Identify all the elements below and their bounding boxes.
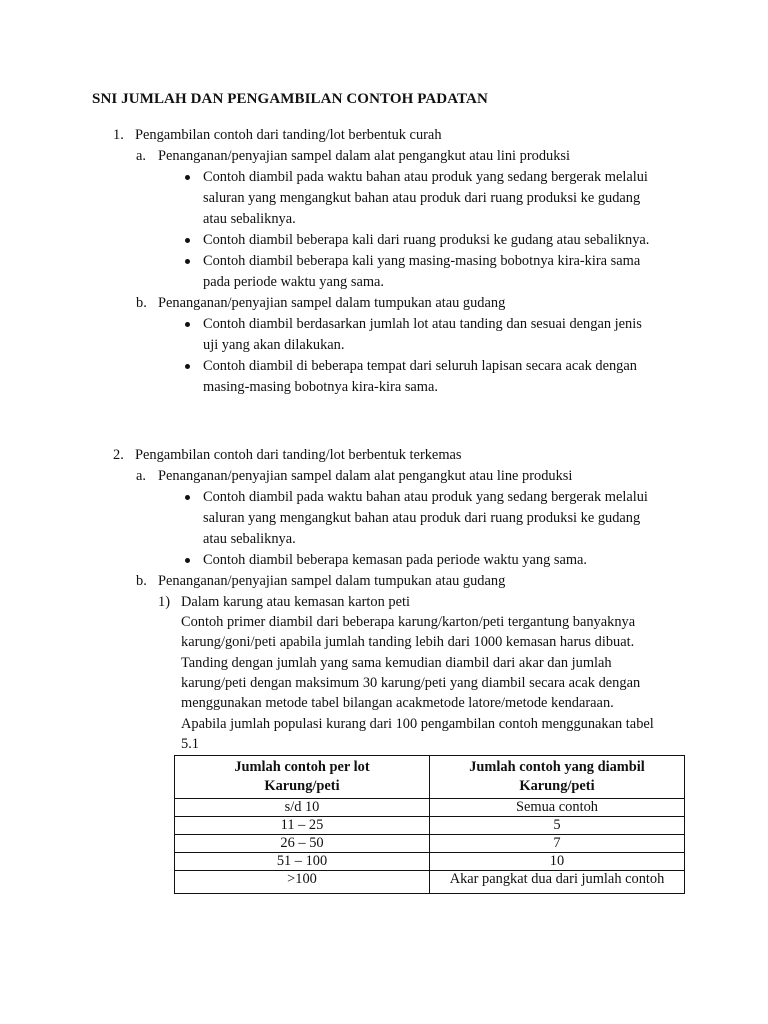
subsection-letter: b. (136, 573, 147, 589)
subsection-letter: b. (136, 295, 147, 311)
numbered-item-heading (158, 592, 410, 613)
table-row (175, 799, 685, 817)
document-title: SNI JUMLAH DAN PENGAMBILAN CONTOH PADATAN (92, 91, 488, 107)
bullet-text-line: pada periode waktu yang sama. (203, 274, 385, 290)
bullet-text-line: atau sebaliknya. (203, 531, 296, 547)
paragraph-line: Tanding dengan jumlah yang sama kemudian diambil dari akar dan jumlah (181, 655, 612, 671)
table-cell: 11 – 25 (175, 817, 430, 835)
table-row (175, 853, 685, 871)
item-title: Dalam karung atau kemasan karton peti (181, 594, 410, 610)
subsection-2b-heading (136, 571, 506, 592)
header-line: Jumlah contoh yang diambil (469, 759, 645, 775)
bullet-icon (185, 558, 190, 563)
table-cell: 5 (430, 817, 685, 835)
bullet-text-line: uji yang akan dilakukan. (203, 337, 345, 353)
subsection-2a-heading (136, 466, 573, 487)
section-1-heading (113, 125, 442, 146)
section-title: Pengambilan contoh dari tanding/lot berbentuk terkemas (135, 447, 462, 463)
bullet-text-line: masing-masing bobotnya kira-kira sama. (203, 379, 438, 395)
section-title: Pengambilan contoh dari tanding/lot berbentuk curah (135, 127, 442, 143)
header-line: Karung/peti (519, 778, 595, 794)
bullet-icon (185, 322, 190, 327)
bullet-icon (185, 364, 190, 369)
subsection-title: Penanganan/penyajian sampel dalam tumpukan atau gudang (158, 295, 506, 311)
table-row (175, 871, 685, 894)
table-cell: 51 – 100 (175, 853, 430, 871)
bullet-text-line: saluran yang mengangkut bahan atau produk dari ruang produksi ke gudang (203, 190, 641, 206)
bullet-text-line: Contoh diambil beberapa kemasan pada periode waktu yang sama. (203, 552, 588, 568)
bullet-text-line: Contoh diambil pada waktu bahan atau produk yang sedang bergerak melalui (203, 169, 648, 185)
bullet-icon (185, 495, 190, 500)
table-cell: s/d 10 (175, 799, 430, 817)
section-number: 2. (113, 447, 124, 463)
table-row (175, 835, 685, 853)
table-header-row (175, 756, 685, 799)
bullet-text-line: atau sebaliknya. (203, 211, 296, 227)
paragraph-line: menggunakan metode tabel bilangan acakmetode latore/metode kendaraan. (181, 695, 614, 711)
bullet-text-line: Contoh diambil pada waktu bahan atau produk yang sedang bergerak melalui (203, 489, 648, 505)
table-header-lot (175, 756, 430, 799)
bullet-text-line: Contoh diambil beberapa kali dari ruang produksi ke gudang atau sebaliknya. (203, 232, 650, 248)
bullet-text-line: saluran yang mengangkut bahan atau produk dari ruang produksi ke gudang (203, 510, 641, 526)
subsection-title: Penanganan/penyajian sampel dalam alat pengangkut atau line produksi (158, 468, 573, 484)
subsection-title: Penanganan/penyajian sampel dalam alat pengangkut atau lini produksi (158, 148, 571, 164)
bullet-icon (185, 238, 190, 243)
section-number: 1. (113, 127, 124, 143)
paragraph-line: karung/peti dengan maksimum 30 karung/peti yang diambil secara acak dengan (181, 675, 641, 691)
bullet-text-line: Contoh diambil beberapa kali yang masing-masing bobotnya kira-kira sama (203, 253, 641, 269)
bullet-text-line: Contoh diambil berdasarkan jumlah lot atau tanding dan sesuai dengan jenis (203, 316, 642, 332)
paragraph-line: Contoh primer diambil dari beberapa karung/karton/peti tergantung banyaknya (181, 614, 636, 630)
table-cell: >100 (175, 871, 430, 894)
table-cell: Akar pangkat dua dari jumlah contoh (430, 871, 685, 894)
bullet-icon (185, 259, 190, 264)
table-cell: Semua contoh (430, 799, 685, 817)
table-cell: 10 (430, 853, 685, 871)
subsection-letter: a. (136, 468, 146, 484)
paragraph-line: 5.1 (181, 736, 199, 752)
bullet-icon (185, 175, 190, 180)
sample-size-table (174, 755, 685, 894)
table-cell: 26 – 50 (175, 835, 430, 853)
header-line: Jumlah contoh per lot (234, 759, 370, 775)
subsection-letter: a. (136, 148, 146, 164)
bullet-text-line: Contoh diambil di beberapa tempat dari seluruh lapisan secara acak dengan (203, 358, 637, 374)
subsection-title: Penanganan/penyajian sampel dalam tumpukan atau gudang (158, 573, 506, 589)
paragraph-line: Apabila jumlah populasi kurang dari 100 pengambilan contoh menggunakan tabel (181, 716, 654, 732)
paragraph-line: karung/goni/peti apabila jumlah tanding lebih dari 1000 kemasan harus dibuat. (181, 634, 635, 650)
subsection-1b-heading (136, 293, 506, 314)
header-line: Karung/peti (264, 778, 340, 794)
item-number: 1) (158, 594, 170, 610)
table-cell: 7 (430, 835, 685, 853)
table-row (175, 817, 685, 835)
table-header-taken (430, 756, 685, 799)
section-2-heading (113, 445, 462, 466)
subsection-1a-heading (136, 146, 571, 167)
